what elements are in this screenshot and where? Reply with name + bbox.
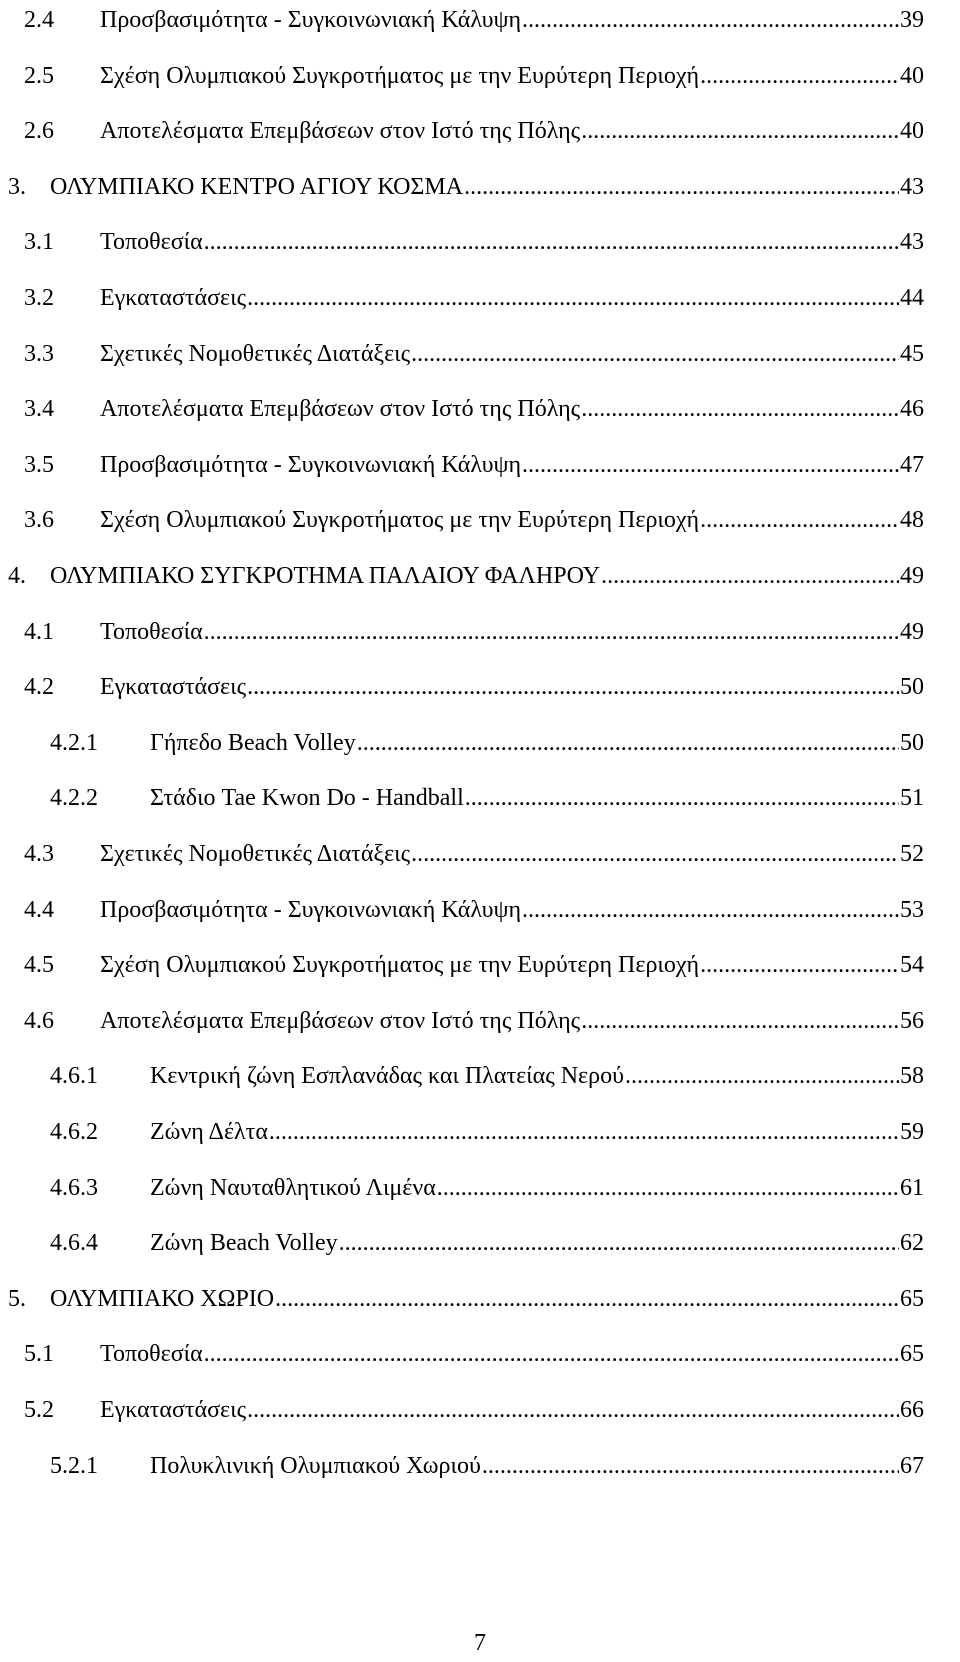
toc-entry[interactable]: [24, 0, 924, 40]
toc-dot-leader: [204, 1334, 899, 1374]
toc-entry-title: Εγκαταστάσεις: [100, 1397, 247, 1423]
toc-entry[interactable]: [24, 945, 924, 985]
toc-dot-leader: [247, 1390, 899, 1430]
toc-entry[interactable]: [24, 1334, 924, 1374]
toc-entry-number: 2.6: [24, 118, 54, 145]
toc-dot-leader: [581, 1001, 899, 1041]
toc-entry-title: Αποτελέσματα Επεμβάσεων στον Ιστό της Πόλης: [100, 118, 581, 145]
toc-entry-number: 3.2: [24, 285, 54, 311]
toc-entry-page: 52: [900, 841, 924, 867]
toc-entry-title: Προσβασιμότητα - Συγκοινωνιακή Κάλυψη: [100, 451, 522, 478]
toc-entry-page: 48: [900, 507, 924, 534]
toc-dot-leader: [522, 445, 899, 485]
toc-entry-number: 4.6.1: [50, 1063, 98, 1090]
toc-entry-number: 2.5: [24, 62, 54, 89]
toc-entry[interactable]: [24, 834, 924, 874]
toc-dot-leader: [204, 612, 899, 652]
toc-entry[interactable]: [24, 612, 924, 652]
toc-entry-page: 65: [900, 1285, 924, 1312]
toc-entry-page: 54: [900, 952, 924, 979]
toc-dot-leader: [357, 723, 899, 763]
toc-entry-number: 5.: [8, 1285, 26, 1312]
toc-entry[interactable]: [50, 1112, 924, 1152]
toc-dot-leader: [700, 945, 899, 985]
toc-entry-title: ΟΛΥΜΠΙΑΚΟ ΣΥΓΚΡΟΤΗΜΑ ΠΑΛΑΙΟΥ ΦΑΛΗΡΟΥ: [50, 563, 601, 589]
toc-entry-number: 4.3: [24, 841, 54, 867]
toc-entry[interactable]: [50, 778, 924, 818]
toc-entry-title: Σχετικές Νομοθετικές Διατάξεις: [100, 340, 411, 367]
toc-dot-leader: [411, 834, 899, 874]
toc-entry-page: 51: [900, 785, 924, 812]
toc-entry[interactable]: [50, 723, 924, 763]
toc-dot-leader: [700, 56, 899, 96]
toc-entry-number: 5.2: [24, 1397, 54, 1423]
toc-entry-number: 4.6.2: [50, 1119, 98, 1145]
toc-entry-title: Ζώνη Ναυταθλητικού Λιμένα: [150, 1174, 436, 1201]
toc-entry-number: 4.2.1: [50, 729, 98, 756]
toc-entry-page: 66: [900, 1397, 924, 1423]
toc-dot-leader: [269, 1112, 899, 1152]
toc-entry[interactable]: [24, 334, 924, 374]
toc-entry[interactable]: [24, 389, 924, 429]
toc-entry-number: 3.1: [24, 229, 54, 256]
toc-entry[interactable]: [8, 1279, 924, 1319]
toc-entry-number: 4.1: [24, 618, 54, 645]
toc-entry[interactable]: [24, 445, 924, 485]
toc-entry-page: 50: [900, 729, 924, 756]
toc-entry[interactable]: [24, 278, 924, 318]
toc-entry-page: 43: [900, 173, 924, 200]
toc-entry-page: 45: [900, 340, 924, 367]
toc-entry-number: 5.2.1: [50, 1452, 98, 1479]
toc-entry-number: 4.2.2: [50, 785, 98, 812]
toc-entry-number: 4.6: [24, 1007, 54, 1034]
toc-dot-leader: [247, 667, 899, 707]
toc-entry-number: 2.4: [24, 7, 54, 33]
toc-entry-page: 53: [900, 896, 924, 923]
toc-dot-leader: [625, 1056, 899, 1096]
toc-entry-page: 39: [900, 7, 924, 33]
toc-entry-page: 58: [900, 1063, 924, 1090]
toc-entry[interactable]: [24, 890, 924, 930]
toc-entry-number: 4.5: [24, 952, 54, 979]
toc-entry-number: 4.6.3: [50, 1174, 98, 1201]
toc-dot-leader: [482, 1446, 899, 1486]
toc-dot-leader: [700, 500, 899, 540]
toc-entry[interactable]: [24, 500, 924, 540]
toc-entry-page: 50: [900, 674, 924, 701]
toc-entry-page: 49: [900, 563, 924, 589]
toc-entry-page: 40: [900, 118, 924, 145]
toc-entry-number: 3.: [8, 173, 26, 200]
toc-entry-number: 3.3: [24, 340, 54, 367]
toc-entry-page: 46: [900, 396, 924, 423]
toc-entry-page: 59: [900, 1119, 924, 1145]
toc-entry-title: Πολυκλινική Ολυμπιακού Χωριού: [150, 1452, 481, 1479]
toc-entry-number: 4.2: [24, 674, 54, 701]
toc-entry-page: 62: [900, 1230, 924, 1257]
toc-entry[interactable]: [24, 1390, 924, 1430]
toc-entry-title: Γήπεδο Beach Volley: [150, 729, 356, 756]
toc-dot-leader: [581, 389, 899, 429]
toc-entry-page: 43: [900, 229, 924, 256]
toc-entry-title: Τοποθεσία: [100, 1341, 203, 1368]
toc-entry-title: Κεντρική ζώνη Εσπλανάδας και Πλατείας Νερού: [150, 1063, 624, 1090]
toc-dot-leader: [581, 111, 899, 151]
toc-entry-number: 4.6.4: [50, 1230, 98, 1257]
toc-dot-leader: [437, 1168, 899, 1208]
toc-entry[interactable]: [50, 1056, 924, 1096]
toc-entry-title: Ζώνη Beach Volley: [150, 1230, 338, 1257]
toc-entry[interactable]: [24, 667, 924, 707]
toc-dot-leader: [522, 890, 899, 930]
toc-dot-leader: [522, 0, 899, 40]
toc-entry-title: Εγκαταστάσεις: [100, 285, 247, 311]
toc-entry-page: 40: [900, 62, 924, 89]
toc-dot-leader: [247, 278, 899, 318]
toc-entry[interactable]: [8, 167, 924, 207]
toc-entry-page: 44: [900, 285, 924, 311]
toc-entry-title: Στάδιο Tae Kwon Do - Handball: [150, 785, 464, 812]
toc-entry-title: ΟΛΥΜΠΙΑΚΟ ΚΕΝΤΡΟ ΑΓΙΟΥ ΚΟΣΜΑ: [50, 173, 464, 200]
toc-entry-number: 3.4: [24, 396, 54, 423]
toc-entry[interactable]: [8, 556, 924, 596]
toc-entry-title: ΟΛΥΜΠΙΑΚΟ ΧΩΡΙΟ: [50, 1285, 275, 1312]
toc-entry[interactable]: [24, 1001, 924, 1041]
toc-dot-leader: [601, 556, 899, 596]
toc-entry-page: 65: [900, 1341, 924, 1368]
toc-entry-title: Αποτελέσματα Επεμβάσεων στον Ιστό της Πόλης: [100, 396, 581, 423]
page-number: 7: [474, 1630, 486, 1656]
toc-entry-number: 4.: [8, 563, 26, 589]
toc-entry-title: Προσβασιμότητα - Συγκοινωνιακή Κάλυψη: [100, 896, 522, 923]
toc-entry[interactable]: [50, 1168, 924, 1208]
toc-dot-leader: [411, 334, 899, 374]
toc-entry[interactable]: [24, 56, 924, 96]
toc-entry[interactable]: [24, 111, 924, 151]
toc-entry-title: Σχέση Ολυμπιακού Συγκροτήματος με την Ευρύτερη Περιοχή: [100, 62, 700, 89]
toc-entry-page: 56: [900, 1007, 924, 1034]
toc-entry[interactable]: [50, 1223, 924, 1263]
toc-entry-title: Σχέση Ολυμπιακού Συγκροτήματος με την Ευρύτερη Περιοχή: [100, 507, 700, 534]
toc-entry-title: Ζώνη Δέλτα: [150, 1119, 268, 1145]
toc-entry-title: Τοποθεσία: [100, 229, 203, 256]
toc-entry-title: Τοποθεσία: [100, 618, 203, 645]
toc-dot-leader: [204, 222, 899, 262]
toc-entry-title: Σχετικές Νομοθετικές Διατάξεις: [100, 841, 411, 867]
toc-entry-number: 3.5: [24, 451, 54, 478]
toc-dot-leader: [339, 1223, 899, 1263]
toc-entry-page: 67: [900, 1452, 924, 1479]
toc-entry-title: Σχέση Ολυμπιακού Συγκροτήματος με την Ευρύτερη Περιοχή: [100, 952, 700, 979]
toc-entry-title: Εγκαταστάσεις: [100, 674, 247, 701]
toc-dot-leader: [465, 778, 899, 818]
toc-entry[interactable]: [50, 1446, 924, 1486]
toc-dot-leader: [275, 1279, 899, 1319]
toc-entry-page: 49: [900, 618, 924, 645]
toc-dot-leader: [464, 167, 899, 207]
toc-entry-page: 61: [900, 1174, 924, 1201]
toc-entry[interactable]: [24, 222, 924, 262]
toc-entry-title: Αποτελέσματα Επεμβάσεων στον Ιστό της Πόλης: [100, 1007, 581, 1034]
toc-entry-number: 5.1: [24, 1341, 54, 1368]
toc-entry-number: 4.4: [24, 896, 54, 923]
toc-entry-number: 3.6: [24, 507, 54, 534]
toc-entry-title: Προσβασιμότητα - Συγκοινωνιακή Κάλυψη: [100, 7, 522, 33]
toc-entry-page: 47: [900, 451, 924, 478]
